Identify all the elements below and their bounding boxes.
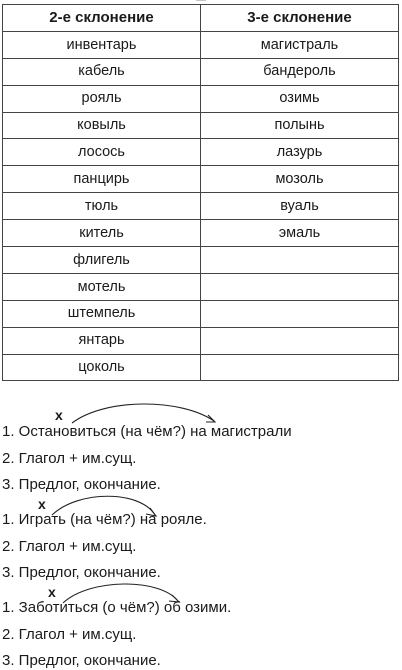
analysis-2-means: 3. Предлог, окончание. bbox=[2, 564, 161, 581]
cell-second-declension: флигель bbox=[3, 247, 201, 274]
cell-third-declension: озимь bbox=[201, 85, 399, 112]
analysis-3-scheme: 2. Глагол + им.сущ. bbox=[2, 626, 137, 643]
analysis-2-phrase: 1. Играть (на чём?) на рояле. bbox=[2, 511, 207, 528]
cell-second-declension: рояль bbox=[3, 85, 201, 112]
analysis-1-scheme: 2. Глагол + им.сущ. bbox=[2, 450, 137, 467]
cell-third-declension: вуаль bbox=[201, 193, 399, 220]
analysis-3-phrase: 1. Заботиться (о чём?) об озими. bbox=[2, 599, 232, 616]
analysis-1-means: 3. Предлог, окончание. bbox=[2, 476, 161, 493]
cell-second-declension: ковыль bbox=[3, 112, 201, 139]
cell-third-declension: эмаль bbox=[201, 220, 399, 247]
cell-third-declension: магистраль bbox=[201, 31, 399, 58]
main-word-mark: x bbox=[55, 407, 63, 423]
main-word-mark: x bbox=[48, 584, 56, 600]
header-third-declension: 3-е склонение bbox=[201, 5, 399, 32]
cell-third-declension: полынь bbox=[201, 112, 399, 139]
cell-third-declension: мозоль bbox=[201, 166, 399, 193]
cell-second-declension: тюль bbox=[3, 193, 201, 220]
analysis-2-scheme: 2. Глагол + им.сущ. bbox=[2, 538, 137, 555]
main-word-mark: x bbox=[38, 496, 46, 512]
cell-second-declension: лосось bbox=[3, 139, 201, 166]
cell-second-declension: инвентарь bbox=[3, 31, 201, 58]
cell-second-declension: китель bbox=[3, 220, 201, 247]
cell-second-declension: янтарь bbox=[3, 327, 201, 354]
cell-second-declension: цоколь bbox=[3, 354, 201, 381]
cell-third-declension: бандероль bbox=[201, 58, 399, 85]
header-second-declension: 2-е склонение bbox=[3, 5, 201, 32]
cell-second-declension: панцирь bbox=[3, 166, 201, 193]
cell-second-declension: штемпель bbox=[3, 300, 201, 327]
cell-second-declension: мотель bbox=[3, 273, 201, 300]
cell-second-declension: кабель bbox=[3, 58, 201, 85]
analysis-1-phrase: 1. Остановиться (на чём?) на магистрали bbox=[2, 423, 292, 440]
analysis-3-means: 3. Предлог, окончание. bbox=[2, 652, 161, 669]
cell-third-declension: лазурь bbox=[201, 139, 399, 166]
